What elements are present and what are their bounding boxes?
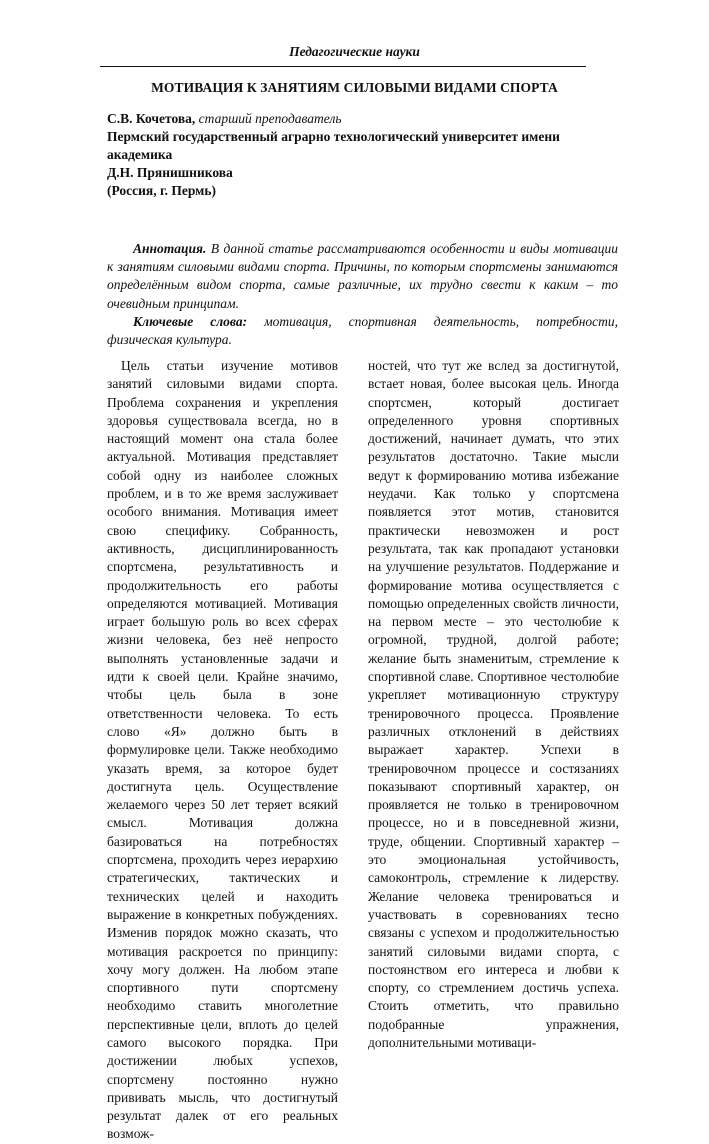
author-location: (Россия, г. Пермь) bbox=[107, 183, 216, 198]
author-affiliation-cont: Д.Н. Прянишникова bbox=[107, 165, 233, 180]
header-divider bbox=[100, 66, 586, 67]
body-paragraph: Цель статьи изучение мотивов занятий силовыми видами спорта. Проблема сохранения и укрепления здоровья существовала всегда, но в настоящий момент она стала более актуальной. Мотивация представляет собой одну из наиболее сложных проблем, и в то же время заслуживает особого внимания. Мотивация имеет свою специфику. Собранность, активность, дисциплинированность спортсмена, результативность и продолжительность его работы определяются мотивацией. Мотивация играет большую роль во всех сферах жизни человека, без неё непросто выполнять установленные задачи и идти к своей цели. Крайне значимо, чтобы цель была в зоне ответственности человека. То есть слово «Я» должно быть в формулировке цели. Также необходимо указать время, за которое будет достигнута цель. Осуществление желаемого через 50 лет теряет всякий смысл. Мотивация должна базироваться на потребностях спортсмена, проходить через иерархию стратегических, тактических и технических целей и находить выражение в конкретных побуждениях. Изменив порядок можно сказать, что мотивация раскроется по принципу: хочу могу должен. На любом этапе спортивного пути спортсмену необходимо ставить многолетние перспективные цели, вплоть до целей самого высокого порядка. При достижении любых успехов, спортсмену постоянно нужно прививать мысль, что достигнутый результат далек от его реальных возмож- bbox=[107, 358, 338, 1142]
article-title: МОТИВАЦИЯ К ЗАНЯТИЯМ СИЛОВЫМИ ВИДАМИ СПОРТА bbox=[151, 80, 558, 95]
keywords bbox=[107, 313, 618, 349]
keywords-text: мотивация, спортивная деятельность, потребности, физическая культура. bbox=[107, 313, 619, 348]
author-name: С.В. Кочетова, bbox=[107, 111, 196, 126]
body-paragraph: ностей, что тут же вслед за достигнутой, встает новая, более высокая цель. Иногда спортсмен, который достигает определенного уровня спортивных достижений, начинает думать, что этих результатов достаточно. Такие мысли ведут к формированию мотива избежание неудачи. Как только у спортсмена появляется этот мотив, становится практически невозможен и рост результата, так как пропадают установки на улучшение результатов. Поддержание и формирование мотива осуществляется с помощью определенных свойств личности, на первом месте – это честолюбие к огромной, трудной, долгой работе; желание быть знаменитым, стремление к спортивной славе. Спортивное честолюбие укрепляет мотивационную структуру тренировочного процесса. Проявление различных отклонений в действиях выражает характер. Успехи в тренировочном процессе и состязаниях показывают спортивный характер, он проявляется не только в тренировочном процессе, но и в повседневной жизни, труде, общении. Спортивный характер – это эмоциональная устойчивость, самоконтроль, стремление к лидерству. Желание человека тренироваться и участвовать в соревнованиях тесно связаны с успехом и продолжительностью занятий силовыми видами спорта, с постоянством его интереса и любви к спорту, со стремлением достичь успеха. Стоить отметить, что правильно подобранные упражнения, дополнительными мотиваци- bbox=[368, 358, 619, 1050]
body-column-left bbox=[107, 357, 338, 1144]
body-column-right bbox=[368, 357, 619, 1052]
abstract bbox=[107, 240, 618, 313]
author-affiliation: Пермский государственный аграрно технологический университет имени академика bbox=[107, 129, 560, 162]
author-line bbox=[107, 110, 627, 128]
journal-section-title: Педагогические науки bbox=[289, 44, 420, 59]
author-position: старший преподаватель bbox=[198, 111, 342, 126]
abstract-text: В данной статье рассматриваются особенности и виды мотивации к занятиям силовыми видами спорта. Причины, по которым спортсмены занимаются определённым видом спорта, самые различные, их трудно свести к каким – то очевидным принципам. bbox=[107, 241, 618, 311]
author-block bbox=[107, 110, 627, 200]
abstract-label: Аннотация. bbox=[133, 241, 207, 256]
abstract-block bbox=[107, 240, 618, 349]
keywords-label: Ключевые слова: bbox=[133, 313, 248, 329]
